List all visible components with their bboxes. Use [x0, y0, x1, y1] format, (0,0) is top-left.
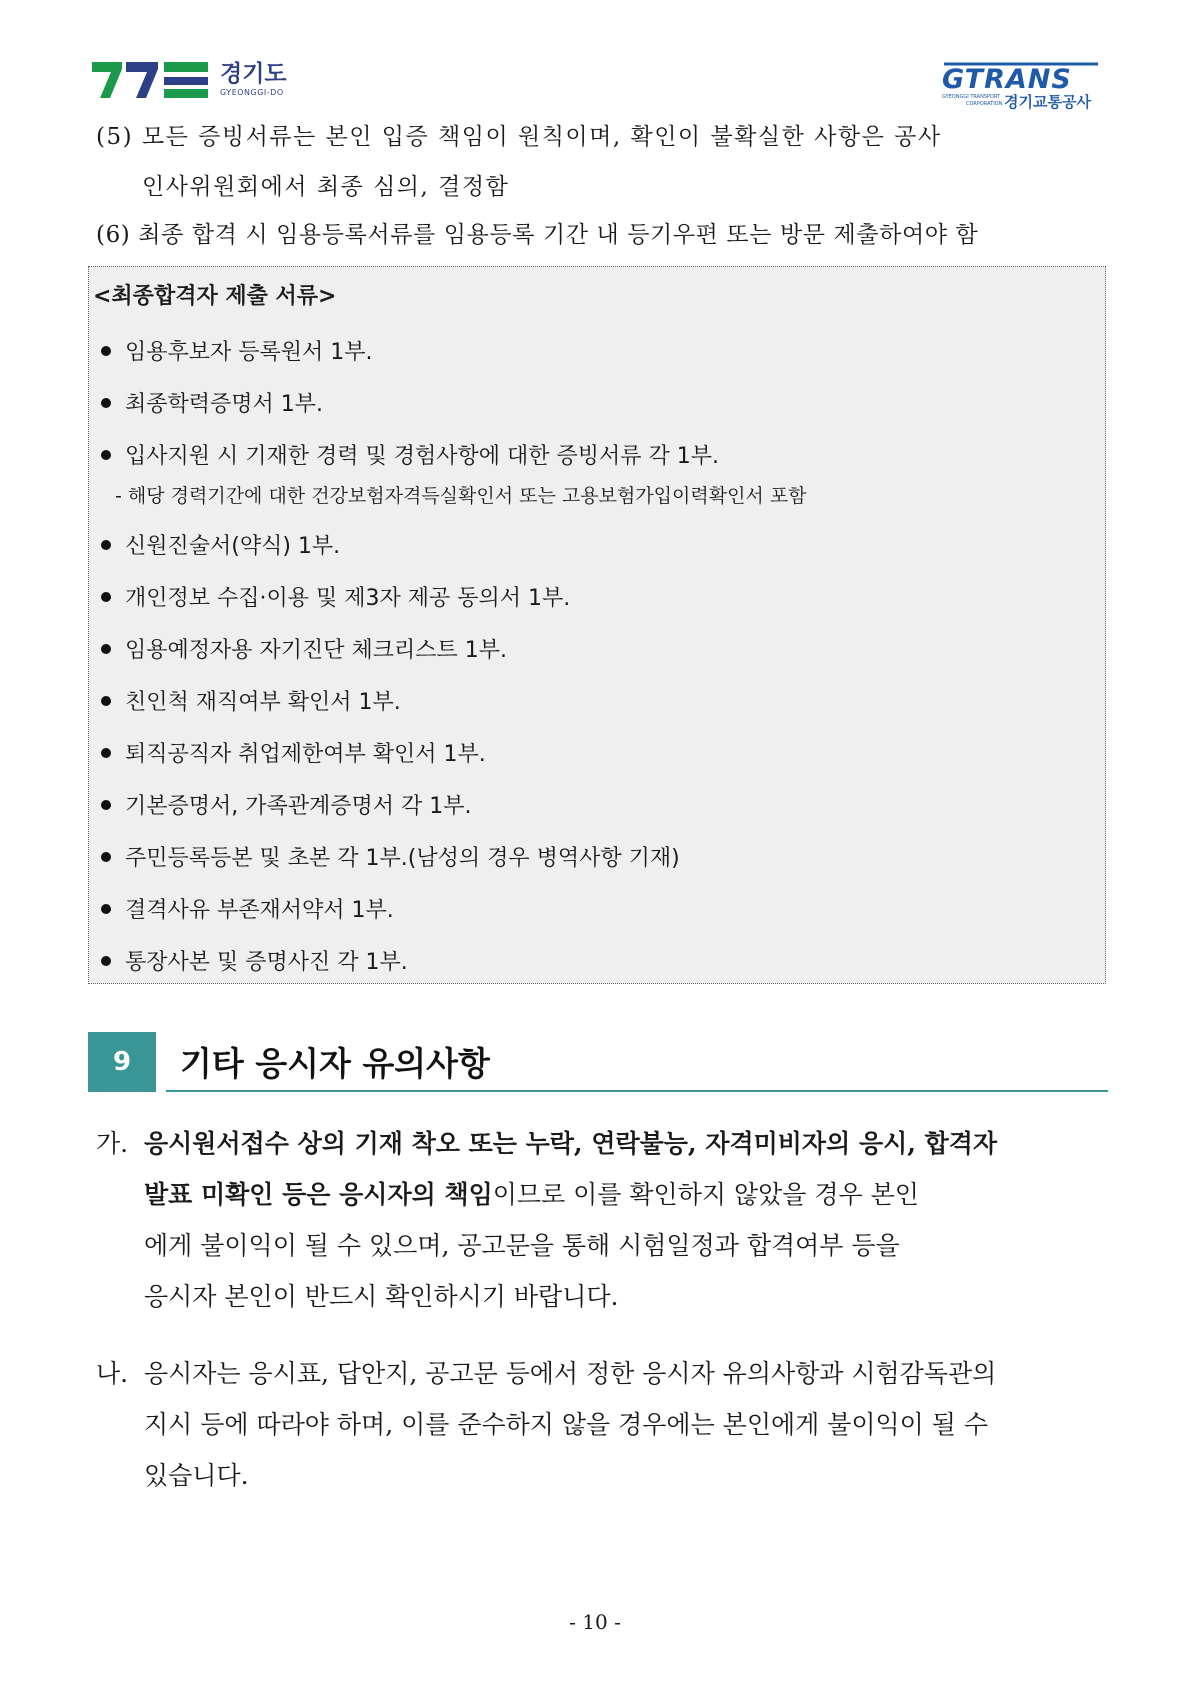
bullet-icon — [101, 398, 111, 408]
gtrans-name-en: GTRANS — [942, 64, 1072, 95]
bullet-icon — [101, 592, 111, 602]
section-underline — [166, 1090, 1108, 1092]
paragraph-ga-line-2 — [96, 1169, 1108, 1220]
list-item — [101, 789, 472, 820]
bullet-icon — [101, 904, 111, 914]
paragraph-ga-line-4: 응시자 본인이 반드시 확인하시기 바랍니다. — [144, 1282, 619, 1311]
bullet-icon — [101, 540, 111, 550]
gtrans-tagline-2: CORPORATION — [966, 101, 1003, 107]
bullet-icon — [101, 450, 111, 460]
paragraph-ga-line-2-bold: 발표 미확인 등은 응시자의 책임 — [144, 1180, 493, 1209]
list-item-text: 최종학력증명서 1부. — [125, 392, 323, 417]
gtrans-tagline-1: GYEONGGI TRANSPORT — [942, 94, 1001, 100]
list-item — [101, 439, 719, 470]
list-item — [101, 685, 401, 716]
paragraph-ga-line-1 — [96, 1118, 1108, 1169]
list-item — [101, 737, 486, 768]
bullet-icon — [101, 346, 111, 356]
list-item-text: 기본증명서, 가족관계증명서 각 1부. — [125, 794, 472, 819]
required-documents-box — [88, 266, 1106, 984]
item-6-line-1: (6) 최종 합격 시 임용등록서류를 임용등록 기간 내 등기우편 또는 방문 제출하여야 함 — [96, 222, 979, 248]
list-item-text: 개인정보 수집·이용 및 제3자 제공 동의서 1부. — [125, 586, 571, 611]
list-item-text: 친인척 재직여부 확인서 1부. — [125, 690, 401, 715]
box-title: <최종합격자 제출 서류> — [93, 284, 337, 309]
list-item-text: 신원진술서(약식) 1부. — [125, 534, 341, 559]
gyeonggi-symbol-icon — [92, 60, 210, 100]
bullet-icon — [101, 800, 111, 810]
list-item — [101, 335, 373, 366]
gyeonggi-logo — [92, 60, 287, 100]
paragraph-ga-line-3: 에게 불이익이 될 수 있으며, 공고문을 통해 시험일정과 합격여부 등을 — [144, 1231, 900, 1260]
list-item — [101, 633, 507, 664]
list-item — [101, 529, 340, 560]
list-item — [101, 581, 570, 612]
item-5 — [96, 112, 1096, 212]
list-item — [101, 945, 408, 976]
list-item-text: 임용예정자용 자기진단 체크리스트 1부. — [125, 638, 508, 663]
list-item — [101, 387, 323, 418]
gtrans-name-ko: 경기교통공사 — [1004, 93, 1091, 111]
gtrans-logo — [938, 58, 1108, 118]
page-number: - 10 - — [569, 1610, 621, 1634]
paragraph-na — [96, 1348, 1108, 1501]
paragraph-na-line-1 — [96, 1348, 1108, 1399]
paragraph-ga-line-2-rest: 이므로 이를 확인하지 않았을 경우 본인 — [492, 1180, 919, 1209]
item-6 — [96, 210, 1096, 260]
bullet-icon — [101, 956, 111, 966]
item-5-line-2: 인사위원회에서 최종 심의, 결정함 — [142, 174, 510, 200]
section-title: 기타 응시자 유의사항 — [180, 1044, 490, 1083]
bullet-icon — [101, 852, 111, 862]
gtrans-logo-graphic — [938, 58, 1108, 118]
bullet-icon — [101, 644, 111, 654]
list-item-text: 통장사본 및 증명사진 각 1부. — [125, 950, 408, 975]
section-number: 9 — [88, 1032, 156, 1092]
paragraph-na-line-3: 있습니다. — [144, 1461, 249, 1490]
bullet-icon — [101, 696, 111, 706]
item-5-line-1: (5) 모든 증빙서류는 본인 입증 책임이 원칙이며, 확인이 불확실한 사항은 공사 — [96, 124, 942, 150]
paragraph-marker: 가. — [96, 1129, 129, 1158]
list-item-text: 퇴직공직자 취업제한여부 확인서 1부. — [125, 742, 486, 767]
paragraph-na-line-2: 지시 등에 따라야 하며, 이를 준수하지 않을 경우에는 본인에게 불이익이 될 수 — [144, 1410, 989, 1439]
paragraph-marker: 나. — [96, 1359, 129, 1388]
list-item-text: 주민등록등본 및 초본 각 1부.(남성의 경우 병역사항 기재) — [125, 846, 680, 871]
list-item-text: 임용후보자 등록원서 1부. — [125, 340, 373, 365]
paragraph-ga-line-1-text: 응시원서접수 상의 기재 착오 또는 누락, 연락불능, 자격미비자의 응시, 합격자 — [144, 1129, 998, 1158]
bullet-icon — [101, 748, 111, 758]
gyeonggi-name-ko: 경기도 — [220, 61, 287, 87]
list-item-text: 입사지원 시 기재한 경력 및 경험사항에 대한 증빙서류 각 1부. — [125, 444, 719, 469]
list-item — [101, 893, 394, 924]
list-item-subnote: - 해당 경력기간에 대한 건강보험자격득실확인서 또는 고용보험가입이력확인서 포함 — [115, 485, 807, 507]
gyeonggi-name-en: GYEONGGI-DO — [220, 88, 284, 97]
paragraph-ga — [96, 1118, 1108, 1322]
list-item — [101, 841, 680, 872]
paragraph-na-line-1-text: 응시자는 응시표, 답안지, 공고문 등에서 정한 응시자 유의사항과 시험감독관의 — [144, 1359, 997, 1388]
list-item-text: 결격사유 부존재서약서 1부. — [125, 898, 394, 923]
